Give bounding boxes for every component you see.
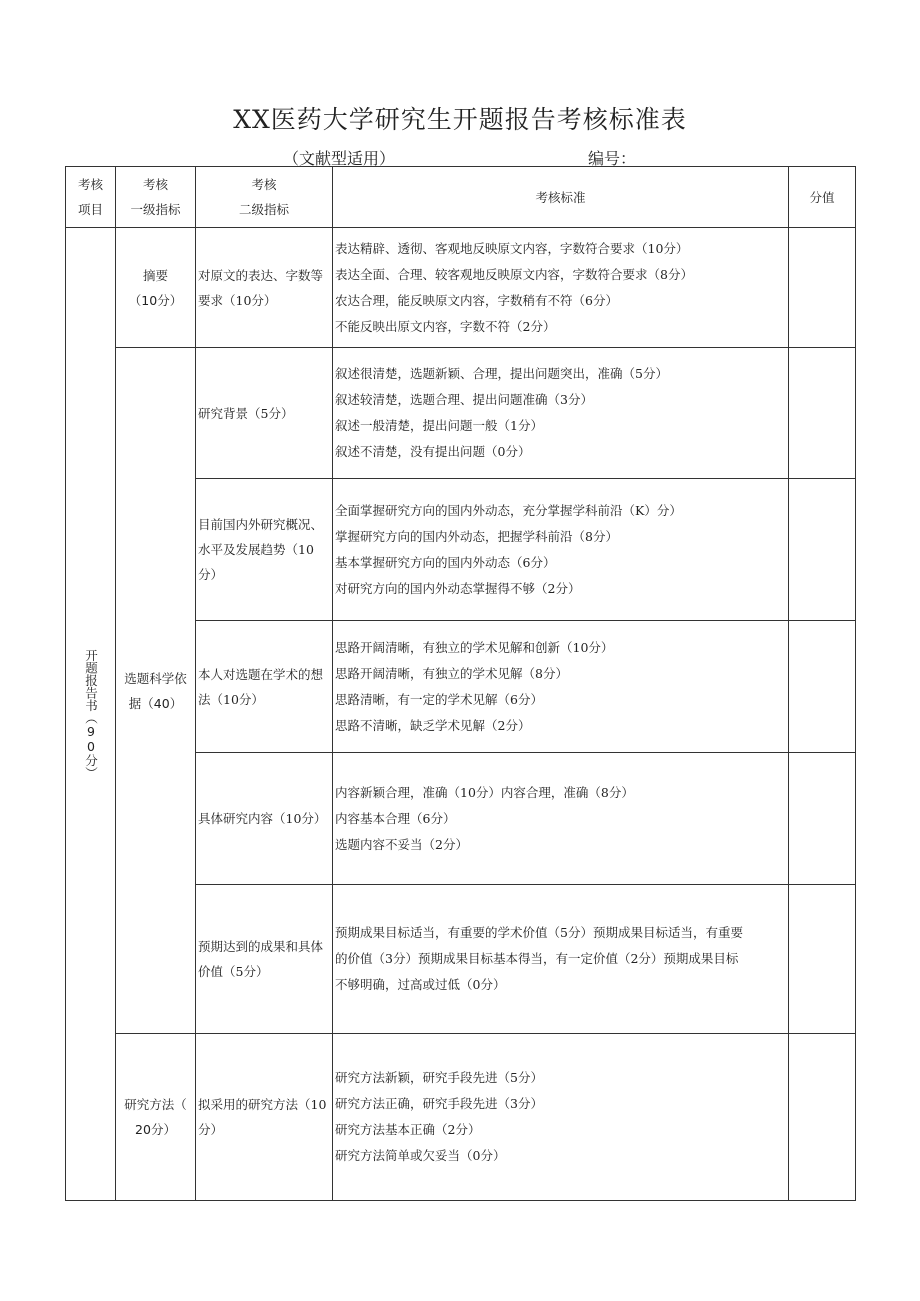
criteria-line: 表达精辟、透彻、客观地反映原文内容，字数符合要求（10分） [335, 240, 689, 256]
criteria-line: 叙述不清楚，没有提出问题（0分） [335, 444, 531, 459]
criteria-line: 内容基本合理（6分） [335, 810, 456, 826]
criteria-line: 思路开阔清晰，有独立的学术见解和创新（10分） [335, 639, 614, 655]
level1-label: 摘要 [142, 267, 168, 283]
criteria-cell [333, 621, 789, 753]
header-item-line2: 项目 [77, 202, 103, 217]
level1-label: 研究方法（ [124, 1097, 187, 1112]
level1-cell [116, 1034, 196, 1201]
header-level2 [196, 167, 333, 228]
number-label: 编号： [588, 149, 637, 168]
header-item [66, 167, 116, 228]
level2-cell: 本人对选题在学术的想法（10分） [196, 621, 333, 753]
criteria-cell [333, 228, 789, 348]
score-cell [789, 1034, 856, 1201]
criteria-line: 对研究方向的国内外动态掌握得不够（2分） [335, 580, 581, 596]
level2-cell: 拟采用的研究方法（10分） [196, 1034, 333, 1201]
criteria-line: 选题内容不妥当（2分） [335, 836, 468, 852]
header-level1-line1: 考核 [142, 177, 168, 192]
score-cell [789, 479, 856, 621]
criteria-line: 全面掌握研究方向的国内外动态，充分掌握学科前沿（K）分） [335, 502, 682, 518]
criteria-line: 掌握研究方向的国内外动态，把握学科前沿（8分） [335, 528, 618, 544]
criteria-line: 内容新颖合理，准确（10分）内容合理，准确（8分） [335, 784, 634, 800]
page-title: XX医药大学研究生开题报告考核标准表 [233, 105, 687, 134]
header-level1 [116, 167, 196, 228]
criteria-line: 不够明确，过高或过低（0分） [335, 977, 506, 992]
criteria-line: 研究方法正确，研究手段先进（3分） [335, 1096, 543, 1111]
score-cell [789, 228, 856, 348]
header-level2-line2: 二级指标 [238, 202, 289, 217]
table-row [66, 228, 856, 348]
criteria-line: 叙述很清楚，选题新颖、合理，提出问题突出，准确（5分） [335, 366, 668, 381]
header-criteria: 考核标准 [333, 167, 789, 228]
score-cell [789, 753, 856, 885]
level1-score: 据（40） [128, 695, 183, 711]
header-level1-line2: 一级指标 [130, 202, 181, 217]
criteria-cell [333, 753, 789, 885]
category-label: 开题报告书（90分） [83, 649, 99, 779]
criteria-line: 农达合理，能反映原文内容，字数稍有不符（6分） [335, 292, 618, 308]
assessment-table [65, 166, 856, 1201]
criteria-line: 叙述较清楚，选题合理、提出问题准确（3分） [335, 392, 593, 407]
score-cell [789, 348, 856, 479]
level2-cell: 对原文的表达、字数等要求（10分） [196, 228, 333, 348]
criteria-cell [333, 1034, 789, 1201]
criteria-line: 思路清晰，有一定的学术见解（6分） [335, 691, 543, 707]
criteria-line: 基本掌握研究方向的国内外动态（6分） [335, 554, 556, 570]
criteria-line: 不能反映出原文内容，字数不符（2分） [335, 318, 556, 334]
criteria-line: 研究方法基本正确（2分） [335, 1122, 481, 1137]
level1-label: 选题科学依 [124, 670, 187, 686]
criteria-cell [333, 479, 789, 621]
criteria-line: 思路开阔清晰，有独立的学术见解（8分） [335, 665, 568, 681]
level1-cell [116, 228, 196, 348]
criteria-cell [333, 885, 789, 1034]
level2-cell: 预期达到的成果和具体价值（5分） [196, 885, 333, 1034]
level2-cell: 具体研究内容（10分） [196, 753, 333, 885]
level2-cell: 目前国内外研究概况、水平及发展趋势（10分） [196, 479, 333, 621]
header-row [66, 167, 856, 228]
level1-cell [116, 348, 196, 1034]
level1-score: 20分） [135, 1122, 176, 1137]
header-level2-line1: 考核 [251, 177, 277, 192]
criteria-line: 叙述一般清楚，提出问题一般（1分） [335, 418, 543, 433]
level1-score: （10分） [128, 292, 183, 308]
criteria-line: 研究方法新颖，研究手段先进（5分） [335, 1070, 543, 1085]
criteria-line: 的价值（3分）预期成果目标基本得当，有一定价值（2分）预期成果目标 [335, 951, 739, 966]
level2-cell: 研究背景（5分） [196, 348, 333, 479]
table-row [66, 348, 856, 479]
header-item-line1: 考核 [77, 177, 103, 192]
criteria-line: 表达全面、合理、较客观地反映原文内容，字数符合要求（8分） [335, 266, 693, 282]
score-cell [789, 885, 856, 1034]
category-cell [66, 228, 116, 1201]
criteria-cell [333, 348, 789, 479]
criteria-line: 预期成果目标适当，有重要的学术价值（5分）预期成果目标适当，有重要 [335, 925, 743, 940]
header-score: 分值 [789, 167, 856, 228]
criteria-line: 研究方法简单或欠妥当（0分） [335, 1148, 506, 1163]
subtitle: （文献型适用） [283, 149, 396, 168]
score-cell [789, 621, 856, 753]
table-row [66, 1034, 856, 1201]
criteria-line: 思路不清晰，缺乏学术见解（2分） [335, 717, 531, 733]
